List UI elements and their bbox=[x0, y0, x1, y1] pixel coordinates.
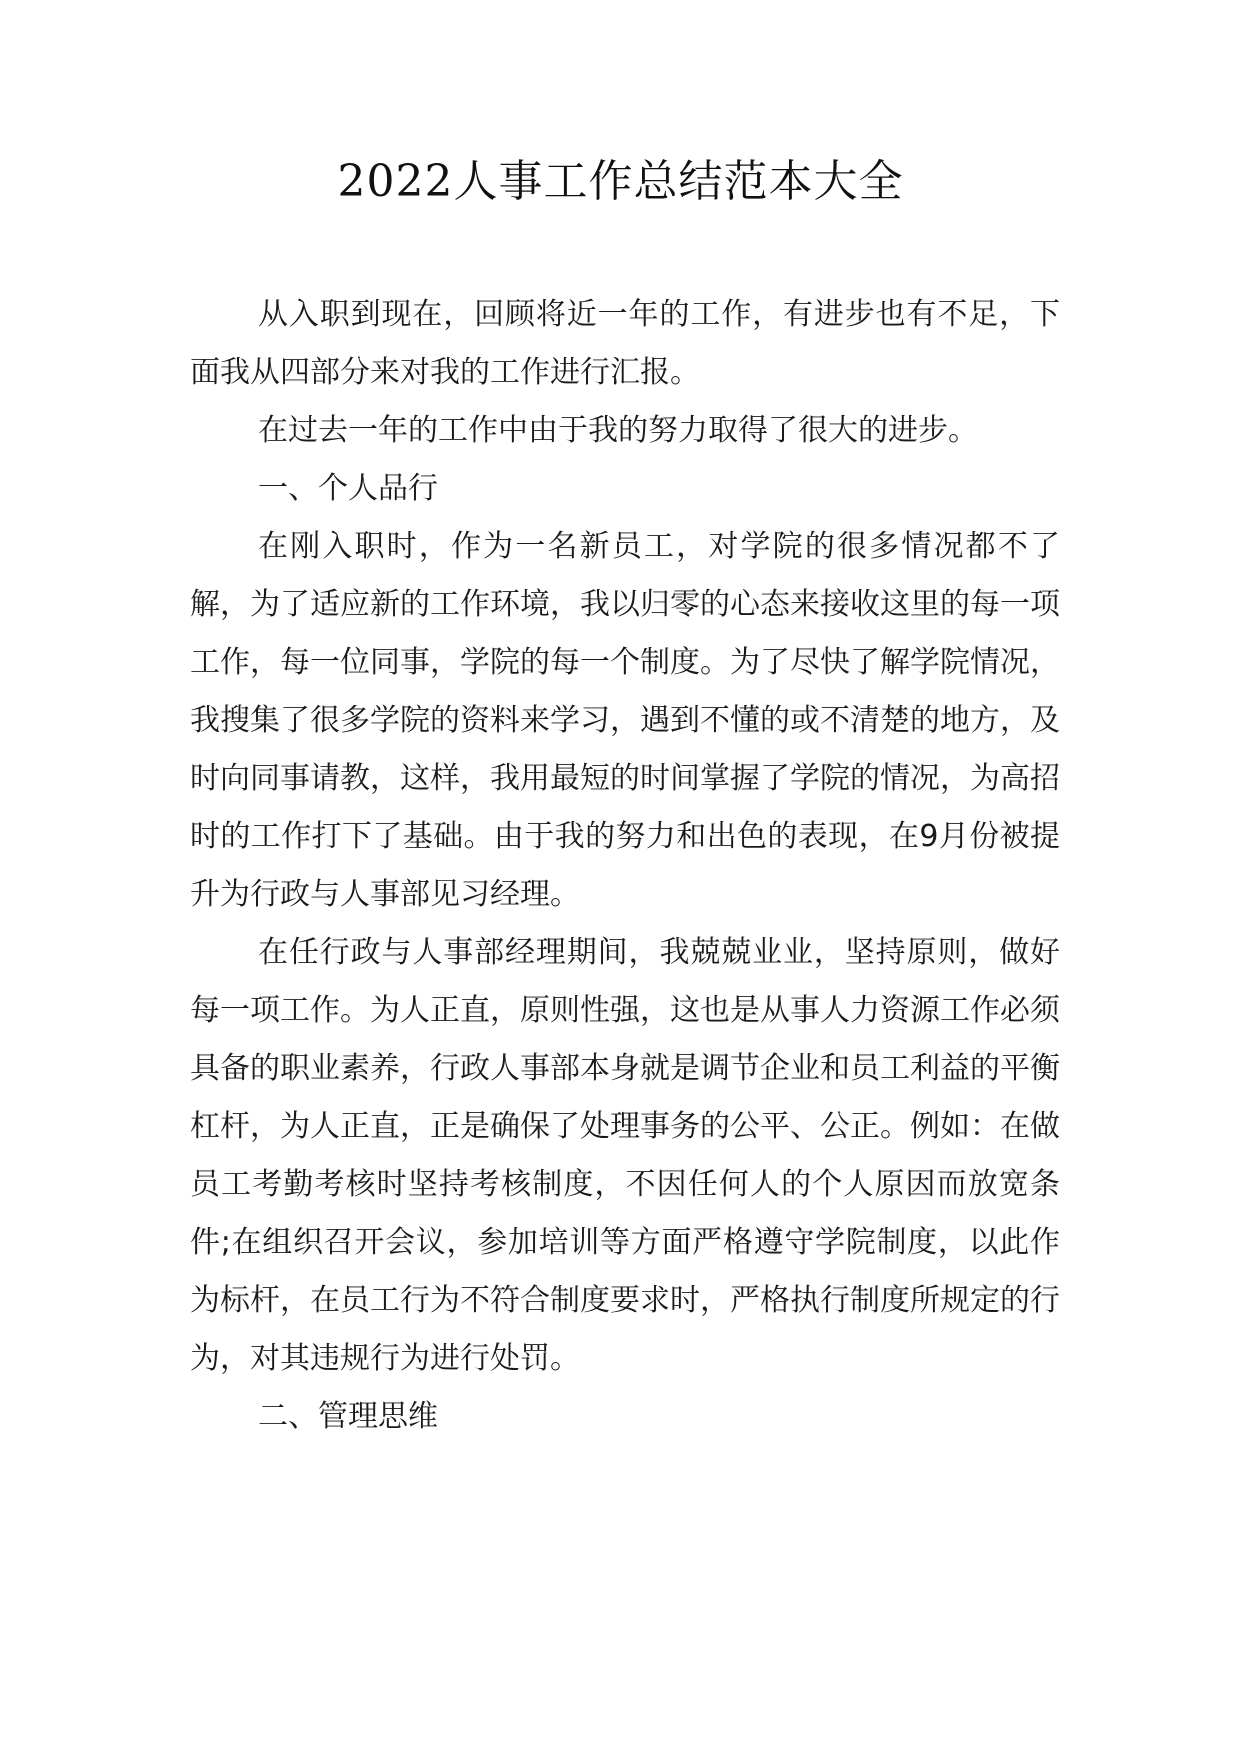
section-heading-personal-conduct: 一、个人品行 bbox=[258, 471, 438, 506]
paragraph-onboarding: 在刚入职时，作为一名新员工，对学院的很多情况都不了解，为了适应新的工作环境，我以归零的心态来接收这里的每一项工作，每一位同事，学院的每一个制度。为了尽快了解学院情况，我搜集了很多学院的资料来学习，遇到不懂的或不清楚的地方，及时向同事请教，这样，我用最短的时间掌握了学院的情况，为高招时的工作打下了基础。由于我的努力和出色的表现，在9月份被提升为行政与人事部见习经理。 bbox=[190, 529, 1060, 912]
paragraph-progress: 在过去一年的工作中由于我的努力取得了很大的进步。 bbox=[258, 413, 978, 448]
section-heading-management-thinking: 二、管理思维 bbox=[258, 1399, 438, 1434]
document-body bbox=[190, 286, 1060, 1446]
document-title: 2022人事工作总结范本大全 bbox=[337, 156, 904, 207]
paragraph-manager-duties: 在任行政与人事部经理期间，我兢兢业业，坚持原则，做好每一项工作。为人正直，原则性强，这也是从事人力资源工作必须具备的职业素养，行政人事部本身就是调节企业和员工利益的平衡杠杆，为人正直，正是确保了处理事务的公平、公正。例如：在做员工考勤考核时坚持考核制度，不因任何人的个人原因而放宽条件;在组织召开会议，参加培训等方面严格遵守学院制度，以此作为标杆，在员工行为不符合制度要求时，严格执行制度所规定的行为，对其违规行为进行处罚。 bbox=[190, 935, 1060, 1376]
paragraph-intro: 从入职到现在，回顾将近一年的工作，有进步也有不足，下面我从四部分来对我的工作进行汇报。 bbox=[190, 297, 1060, 390]
